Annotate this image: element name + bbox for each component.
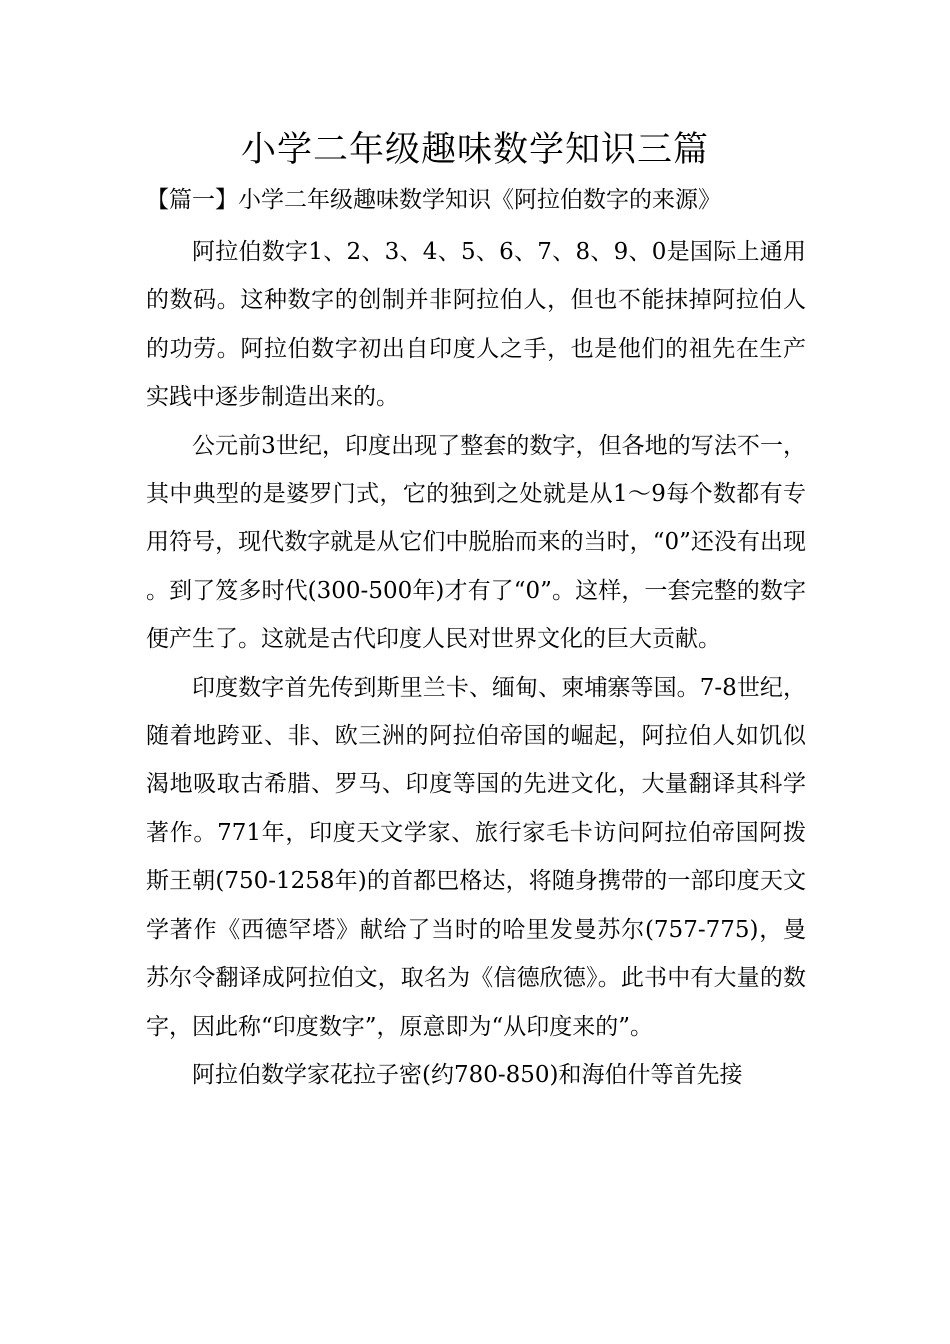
document-title: 小学二年级趣味数学知识三篇 [240,130,709,170]
document-body [146,228,806,1099]
paragraph-1: 阿拉伯数字1、2、3、4、5、6、7、8、9、0是国际上通用的数码。这种数字的创制并非阿拉伯人，但也不能抹掉阿拉伯人的功劳。阿拉伯数字初出自印度人之手，也是他们的祖先在生产实践中逐步制造出来的。 [146,239,806,411]
paragraph-3: 印度数字首先传到斯里兰卡、缅甸、柬埔寨等国。7-8世纪，随着地跨亚、非、欧三洲的阿拉伯帝国的崛起，阿拉伯人如饥似渴地吸取古希腊、罗马、印度等国的先进文化，大量翻译其科学著作。771年，印度天文学家、旅行家毛卡访问阿拉伯帝国阿拨斯王朝(750-1258年)的首都巴格达，将随身携带的一部印度天文学著作《西德罕塔》献给了当时的哈里发曼苏尔(757-775)，曼苏尔令翻译成阿拉伯文，取名为《信德欣德》。此书中有大量的数字，因此称“印度数字”，原意即为“从印度来的”。 [146,674,806,1040]
paragraph-2: 公元前3世纪，印度出现了整套的数字，但各地的写法不一，其中典型的是婆罗门式，它的独到之处就是从1～9每个数都有专用符号，现代数字就是从它们中脱胎而来的当时，“0”还没有出现。到了笈多时代(300-500年)才有了“0”。这样，一套完整的数字便产生了。这就是古代印度人民对世界文化的巨大贡献。 [146,432,806,653]
paragraph-4: 阿拉伯数学家花拉子密(约780-850)和海伯什等首先接 [192,1061,743,1088]
section-heading: 【篇一】小学二年级趣味数学知识《阿拉伯数字的来源》 [146,187,721,213]
